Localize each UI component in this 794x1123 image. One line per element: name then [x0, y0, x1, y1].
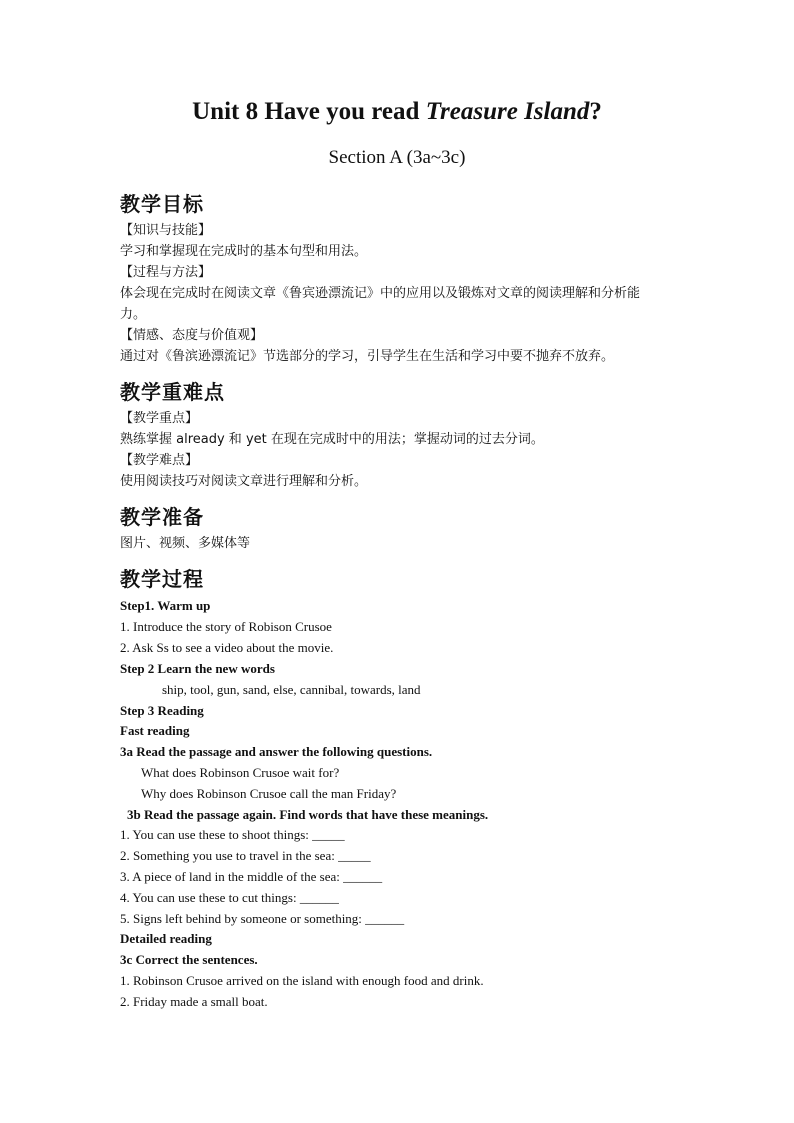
task-3c: 3c Correct the sentences. — [120, 952, 258, 967]
meaning-item-4: 4. You can use these to cut things: ______ — [120, 890, 339, 905]
meaning-item-2: 2. Something you use to travel in the sea: _____ — [120, 848, 371, 863]
document-title — [0, 98, 794, 126]
meaning-item-3: 3. A piece of land in the middle of the sea: ______ — [120, 869, 383, 884]
emotion-text: 通过对《鲁滨逊漂流记》节选部分的学习，引导学生在生活和学习中要不抛弃不放弃。 — [120, 349, 615, 364]
title-main: Unit 8 Have you read — [192, 98, 426, 125]
heading-procedure: 教学过程 — [120, 567, 204, 591]
key-text: 熟练掌握 already 和 yet 在现在完成时中的用法；掌握动词的过去分词。 — [120, 432, 544, 447]
title-book-name: Treasure Island — [425, 98, 590, 125]
difficult-label: 【教学难点】 — [120, 453, 199, 468]
step1-item-1: 1. Introduce the story of Robison Crusoe — [120, 619, 332, 634]
step3-heading: Step 3 Reading — [120, 703, 204, 718]
correct-item-1: 1. Robinson Crusoe arrived on the island with enough food and drink. — [120, 973, 484, 988]
task-3b: 3b Read the passage again. Find words that have these meanings. — [127, 807, 489, 822]
question-1: What does Robinson Crusoe wait for? — [141, 765, 340, 780]
key-label: 【教学重点】 — [120, 411, 199, 426]
meaning-item-5: 5. Signs left behind by someone or something: ______ — [120, 911, 405, 926]
heading-preparation: 教学准备 — [120, 505, 204, 529]
step2-heading: Step 2 Learn the new words — [120, 661, 275, 676]
fast-reading-heading: Fast reading — [120, 723, 190, 738]
meaning-item-1: 1. You can use these to shoot things: _____ — [120, 827, 345, 842]
knowledge-label: 【知识与技能】 — [120, 223, 212, 238]
process-label: 【过程与方法】 — [120, 265, 212, 280]
heading-key-points: 教学重难点 — [120, 380, 225, 404]
step1-item-2: 2. Ask Ss to see a video about the movie. — [120, 640, 334, 655]
document-subtitle: Section A (3a~3c) — [328, 147, 466, 168]
heading-objectives: 教学目标 — [120, 192, 204, 216]
emotion-label: 【情感、态度与价值观】 — [120, 328, 264, 343]
knowledge-text: 学习和掌握现在完成时的基本句型和用法。 — [120, 244, 368, 259]
task-3a: 3a Read the passage and answer the following questions. — [120, 744, 433, 759]
process-text-line2: 力。 — [120, 307, 147, 322]
preparation-text: 图片、视频、多媒体等 — [120, 536, 251, 551]
difficult-text: 使用阅读技巧对阅读文章进行理解和分析。 — [120, 474, 368, 489]
correct-item-2: 2. Friday made a small boat. — [120, 994, 268, 1009]
step2-words: ship, tool, gun, sand, else, cannibal, towards, land — [162, 682, 421, 697]
question-2: Why does Robinson Crusoe call the man Friday? — [141, 786, 397, 801]
detailed-reading-heading: Detailed reading — [120, 931, 212, 946]
title-question-mark: ? — [589, 98, 602, 125]
process-text-line1: 体会现在完成时在阅读文章《鲁宾逊漂流记》中的应用以及锻炼对文章的阅读理解和分析能 — [120, 286, 641, 301]
step1-heading: Step1. Warm up — [120, 598, 211, 613]
